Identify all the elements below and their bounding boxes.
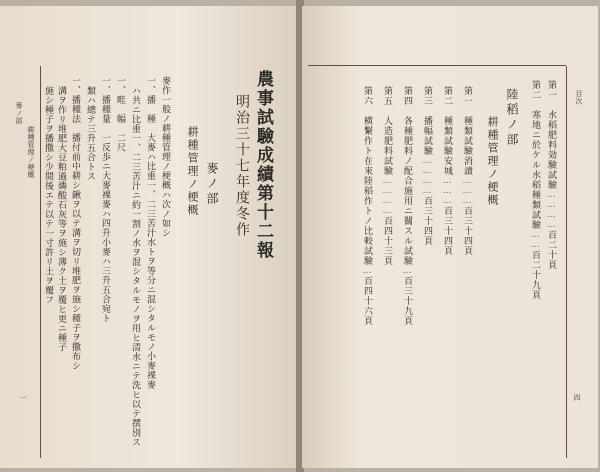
top-rule	[308, 65, 566, 66]
toc-entry[interactable]	[422, 86, 432, 246]
toc-leader: ………	[442, 176, 452, 206]
toc-entry-page: 百四十六頁	[362, 276, 372, 326]
right-running-head: 目次	[575, 90, 583, 105]
toc-leader: ……	[530, 230, 540, 250]
toc-entry-page: 百三十九頁	[402, 276, 412, 326]
margin-rule-right	[566, 66, 567, 458]
section-heading: 麥ノ部	[205, 162, 219, 207]
subsection-heading: 耕種管理ノ梗概	[186, 126, 199, 217]
toc-entry-title: 人造肥料試驗	[382, 116, 392, 176]
toc-entry-page: 百三十四頁	[442, 206, 452, 256]
toc-entry[interactable]	[462, 86, 472, 256]
toc-section-heading: 陸稻ノ部	[505, 88, 519, 148]
paragraph: ハ共ニ比重一、二三苦汁ニ約一割ノ水ヲ混シタルモノヲ用ヒ清水ニテ洗ヒ以テ撰別ス	[130, 86, 140, 447]
toc-entry[interactable]	[530, 80, 540, 300]
paragraph: 溝ヲ作リ堆肥大豆粕過燐酸石灰等ヲ施シ薄ク土ヲ覆ヒ更ニ種子	[56, 86, 66, 352]
toc-leader: …………	[382, 176, 392, 216]
toc-leader: …………	[422, 156, 432, 196]
toc-entry-page: 百三十四頁	[462, 206, 472, 256]
right-page-number: 四	[573, 394, 581, 402]
paragraph: 一、畦 幅 二尺	[115, 76, 125, 152]
toc-entry-page: 百二十頁	[546, 230, 556, 270]
toc-entry-number: 第二	[530, 80, 540, 100]
right-page	[302, 6, 598, 468]
toc-leader: …………	[546, 190, 556, 230]
toc-leader: …	[362, 266, 372, 276]
toc-entry-number: 第三	[422, 86, 432, 106]
toc-entry[interactable]	[402, 86, 412, 326]
toc-leader: ………	[462, 176, 472, 206]
report-subtitle: 明治三十七年度冬作	[234, 94, 250, 238]
toc-entry-title: 横繫作ト在來陸稻作トノ比較試驗	[362, 116, 372, 266]
toc-entry[interactable]	[442, 86, 452, 256]
left-running-sub: 耕種管理ノ梗概	[27, 126, 35, 179]
paragraph: 一、播種法 播付前中耕シ鍬ヲ以テ溝ヲ切リ堆肥ヲ施シ種子ヲ撒布シ	[70, 76, 80, 371]
paragraph: 麥作一般ノ耕種管理ノ梗概ハ次ノ如シ	[160, 76, 170, 238]
toc-entry-title: 播幅試驗	[422, 116, 432, 156]
toc-entry-title: 寒地ニ於ケル水稻種類試驗	[530, 110, 540, 230]
toc-entry-number: 第五	[382, 86, 392, 106]
paragraph: 一、播 種 大麥ハ比重一、二三苦汁水トヲ等分ニ混シタルモノ小麥裸麥	[145, 76, 155, 390]
toc-entry[interactable]	[362, 86, 372, 326]
toc-entry-number: 第一	[462, 86, 472, 106]
paragraph: 施シ種子ヲ播撒シ少間後エテ以テ一寸許リ土ヲ覆フ	[43, 86, 53, 305]
margin-rule	[40, 66, 41, 458]
paragraph: 類ハ總テ三升五合トス	[85, 86, 95, 181]
toc-entry-title: 各種肥料ノ配合施用ニ關スル試驗	[402, 116, 412, 266]
toc-entry-number: 第二	[442, 86, 452, 106]
toc-subsection-heading: 耕種管理ノ梗概	[486, 116, 499, 207]
toc-entry[interactable]	[546, 80, 556, 270]
toc-entry-number: 第四	[402, 86, 412, 106]
left-page-number: 一	[19, 394, 27, 402]
paragraph: 一、播種量 一反歩ニ大麥裸麥ハ四升小麥ハ三升五合宛ト	[100, 76, 110, 323]
toc-entry-number: 第一	[546, 80, 556, 100]
toc-entry-page: 百二十九頁	[530, 250, 540, 300]
toc-entry-page: 百三十四頁	[422, 196, 432, 246]
toc-entry-number: 第六	[362, 86, 372, 106]
toc-entry-page: 百四十三頁	[382, 216, 392, 266]
toc-leader: …	[402, 266, 412, 276]
left-page	[0, 6, 298, 468]
report-title: 農事試驗成績第十二報	[253, 70, 273, 260]
left-running-head: 麥ノ部	[15, 102, 23, 125]
toc-entry-title: 種類試驗消讀	[462, 116, 472, 176]
toc-entry-title: 水稻肥料効驗試驗	[546, 110, 556, 190]
toc-entry-title: 種類試驗安城	[442, 116, 452, 176]
toc-entry[interactable]	[382, 86, 392, 266]
